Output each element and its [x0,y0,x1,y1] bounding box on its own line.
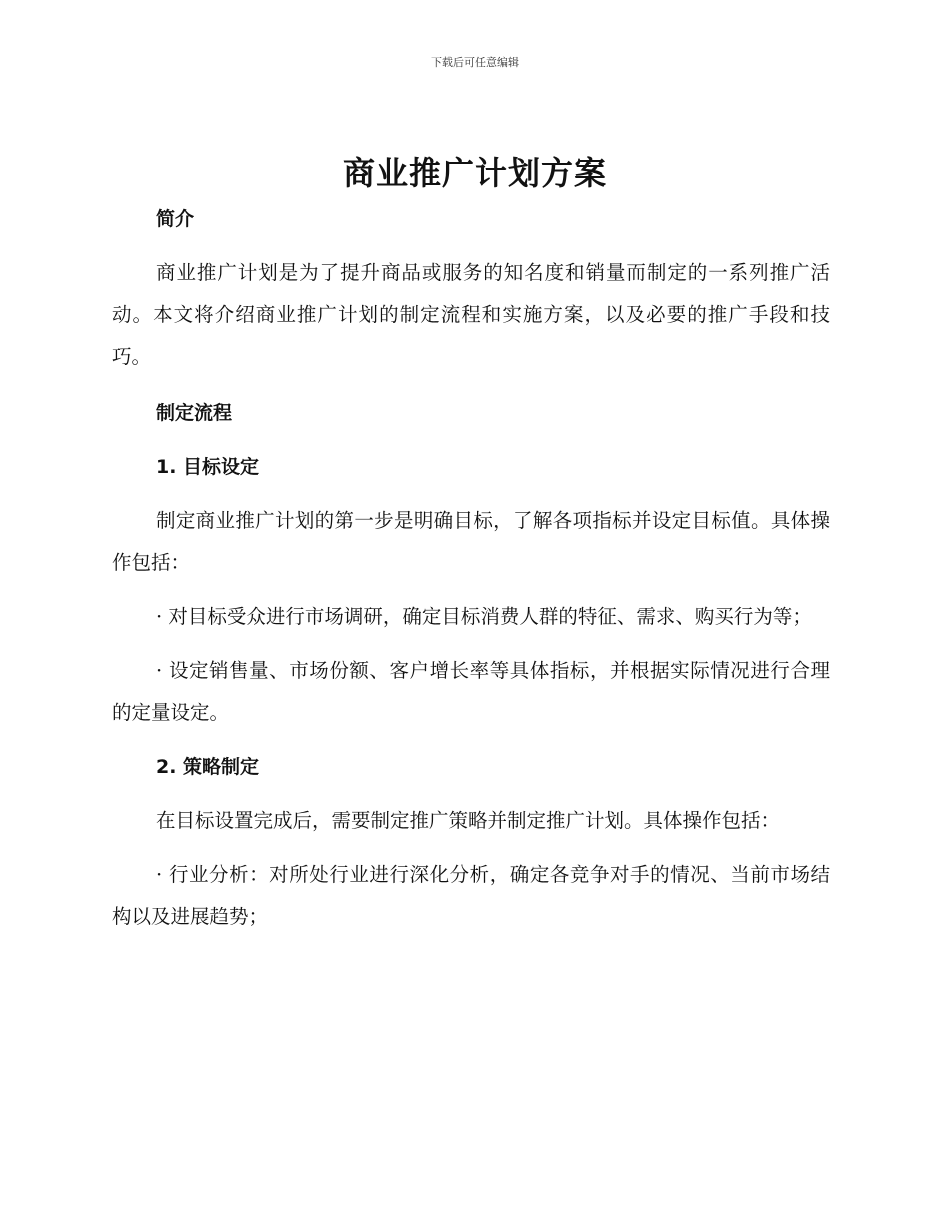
spacer [112,240,830,252]
step1-bullet-2: · 设定销售量、市场份额、客户增长率等具体指标，并根据实际情况进行合理的定量设定。 [112,659,830,724]
spacer [112,488,830,500]
header-note: 下载后可任意编辑 [431,56,519,69]
spacer [112,842,830,854]
step1-bullet-1: · 对目标受众进行市场调研，确定目标消费人群的特征、需求、购买行为等； [156,605,812,628]
step2-heading: 2. 策略制定 [156,756,260,778]
spacer [112,788,830,800]
step1-paragraph: 制定商业推广计划的第一步是明确目标，了解各项指标并设定目标值。具体操作包括： [112,509,830,574]
spacer [112,734,830,746]
step2-paragraph: 在目标设置完成后，需要制定推广策略并制定推广计划。具体操作包括： [156,809,781,832]
process-heading: 制定流程 [156,402,233,424]
intro-paragraph: 商业推广计划是为了提升商品或服务的知名度和销量而制定的一系列推广活动。本文将介绍商业推广计划的制定流程和实施方案，以及必要的推广手段和技巧。 [112,261,830,368]
intro-heading: 简介 [156,208,195,230]
document-body [112,198,830,938]
spacer [112,638,830,650]
step1-heading: 1. 目标设定 [156,456,260,478]
spacer [112,378,830,392]
step2-bullet-1: · 行业分析：对所处行业进行深化分析，确定各竞争对手的情况、当前市场结构以及进展趋势； [112,863,830,928]
spacer [112,434,830,446]
spacer [112,584,830,596]
document-title: 商业推广计划方案 [342,154,607,192]
